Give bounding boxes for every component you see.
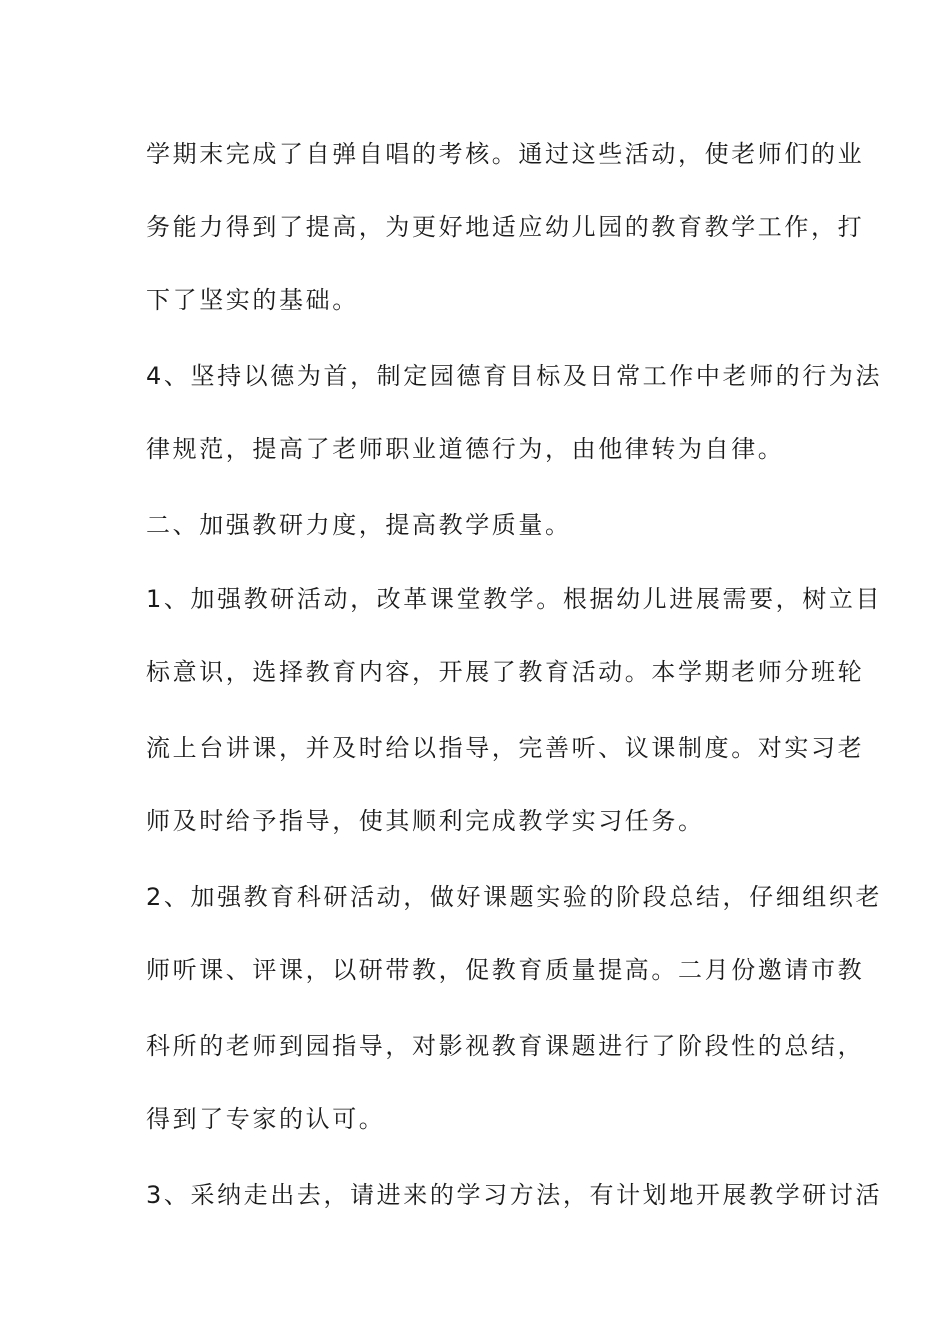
- text-line: 4、坚持以德为首，制定园德育目标及日常工作中老师的行为法: [146, 362, 883, 390]
- text-line: 2、加强教育科研活动，做好课题实验的阶段总结，仔细组织老: [146, 883, 883, 911]
- text-line: 师及时给予指导，使其顺利完成教学实习任务。: [146, 807, 705, 835]
- text-line: 1、加强教研活动，改革课堂教学。根据幼儿进展需要，树立目: [146, 585, 883, 613]
- text-line: 流上台讲课，并及时给以指导，完善听、议课制度。对实习老: [146, 734, 865, 762]
- text-line: 得到了专家的认可。: [146, 1105, 386, 1133]
- section-heading: 二、加强教研力度，提高教学质量。: [146, 511, 572, 539]
- text-line: 3、采纳走出去，请进来的学习方法，有计划地开展教学研讨活: [146, 1181, 883, 1209]
- text-line: 律规范，提高了老师职业道德行为，由他律转为自律。: [146, 435, 785, 463]
- text-line: 下了坚实的基础。: [146, 286, 359, 314]
- text-line: 标意识，选择教育内容，开展了教育活动。本学期老师分班轮: [146, 658, 865, 686]
- text-line: 学期末完成了自弹自唱的考核。通过这些活动，使老师们的业: [146, 140, 865, 168]
- text-line: 科所的老师到园指导，对影视教育课题进行了阶段性的总结，: [146, 1032, 865, 1060]
- text-line: 师听课、评课，以研带教，促教育质量提高。二月份邀请市教: [146, 956, 865, 984]
- text-line: 务能力得到了提高，为更好地适应幼儿园的教育教学工作，打: [146, 213, 865, 241]
